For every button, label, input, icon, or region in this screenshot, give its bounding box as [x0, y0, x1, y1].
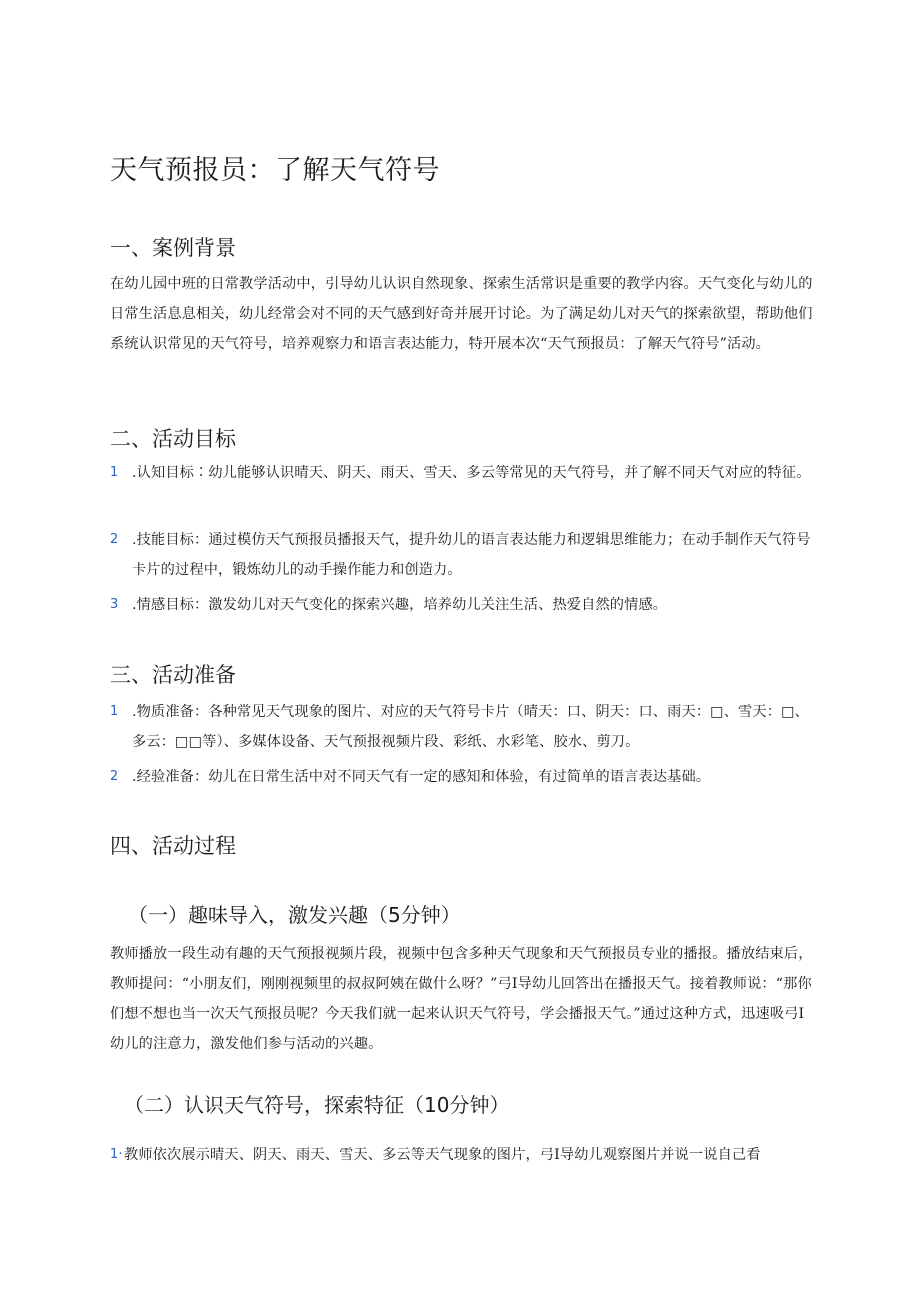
goal-item-text: .情感目标：激发幼儿对天气变化的探索兴趣，培养幼儿关注生活、热爱自然的情感。: [132, 597, 668, 613]
preparation-item-number: 2: [110, 769, 119, 784]
goal-item-text: .认知目标∶幼儿能够认识晴天、阴天、雨天、雪天、多云等常见的天气符号，并了解不同天气对应的特征。: [132, 465, 811, 481]
section-heading-background: 一、案例背景: [110, 236, 236, 260]
section-heading-preparation: 三、活动准备: [110, 663, 236, 687]
goal-item-number: 2: [110, 532, 119, 547]
preparation-item-1: [110, 697, 815, 757]
section-heading-goals: 二、活动目标: [110, 427, 236, 451]
goal-item-1: [110, 458, 815, 488]
background-paragraph: 在幼儿园中班的日常教学活动中，引导幼儿认识自然现象、探索生活常识是重要的教学内容。天气变化与幼儿的日常生活息息相关，幼儿经常会对不同的天气感到好奇并展开讨论。为了满足幼儿对天气的探索欲望，帮助他们系统认识常见的天气符号，培养观察力和语言表达能力，特开展本次“天气预报员：了解天气符号”活动。: [110, 276, 813, 352]
preparation-item-text: .经验准备：幼儿在日常生活中对不同天气有一定的感知和体验，有过简单的语言表达基础。: [132, 769, 711, 785]
preparation-item-2: [110, 762, 815, 792]
intro-paragraph: 教师播放一段生动有趣的天气预报视频片段，视频中包含多种天气现象和天气预报员专业的播报。播放结束后，教师提问：“小朋友们，刚刚视频里的叔叔阿姨在做什么呀？”弓I导幼儿回答出在播报天气。接着教师说：“那你们想不想也当一次天气预报员呢？今天我们就一起来认识天气符号，学会播报天气。”通过这种方式，迅速吸弓I幼儿的注意力，激发他们参与活动的兴趣。: [110, 946, 813, 1052]
goal-item-number: 1: [110, 465, 119, 480]
goal-item-text: .技能目标：通过模仿天气预报员播报天气，提升幼儿的语言表达能力和逻辑思维能力；在动手制作天气符号卡片的过程中，锻炼幼儿的动手操作能力和创造力。: [132, 532, 811, 578]
goal-item-3: [110, 590, 815, 620]
subsection-heading-intro: （一）趣味导入，激发兴趣（5分钟）: [128, 903, 461, 927]
section-heading-process: 四、活动过程: [110, 834, 236, 858]
document-title: 天气预报员：了解天气符号: [110, 155, 440, 186]
goal-item-2: [110, 525, 815, 585]
goal-item-number: 3: [110, 597, 119, 612]
subsection-heading-symbols: （二）认识天气符号，探索特征（10分钟）: [124, 1093, 510, 1117]
symbols-item-1: [110, 1140, 815, 1170]
preparation-item-text: .物质准备：各种常见天气现象的图片、对应的天气符号卡片（晴天：口、阴天：口、雨天：□、雪天：□、多云：□□等）、多媒体设备、天气预报视频片段、彩纸、水彩笔、胶水、剪刀。: [132, 704, 809, 750]
preparation-item-number: 1: [110, 704, 119, 719]
symbols-item-text: 教师依次展示晴天、阴天、雨天、雪天、多云等天气现象的图片，弓I导幼儿观察图片并说一说自己看: [124, 1147, 761, 1163]
symbols-item-number: 1·: [110, 1147, 123, 1162]
